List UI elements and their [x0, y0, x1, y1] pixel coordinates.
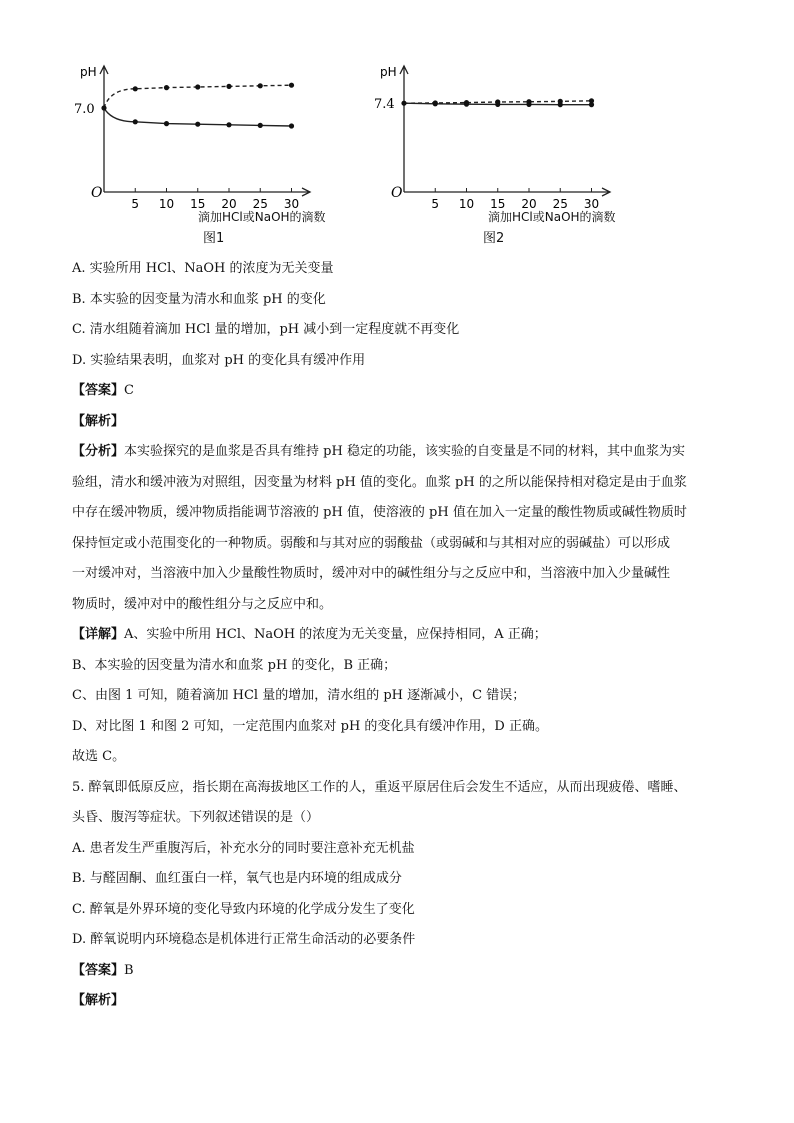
data-point — [164, 121, 169, 126]
q4-xiangjie-line: C、由图 1 可知，随着滴加 HCl 量的增加，清水组的 pH 逐渐减小，C 错误； — [72, 688, 526, 703]
q5-analysis-tag: 【解析】 — [72, 993, 125, 1008]
q4-fenxi-line: 保持恒定或小范围变化的一种物质。弱酸和与其对应的弱酸盐（或弱碱和与其相对应的弱碱盐）可以形成 — [72, 535, 671, 551]
data-point — [464, 102, 469, 107]
data-point — [289, 83, 294, 88]
y-tick-label: 7.0 — [74, 102, 95, 117]
q4-analysis-tag: 【解析】 — [72, 413, 125, 429]
figures-area — [60, 52, 680, 252]
q4-xiangjie-line: D、对比图 1 和图 2 可知，一定范围内血浆对 pH 的变化具有缓冲作用，D 正确。 — [72, 718, 548, 734]
x-tick-label: 5 — [431, 197, 440, 211]
y-axis-label: pH — [380, 65, 397, 79]
answer-tag: 【答案】 — [72, 383, 125, 398]
data-point — [495, 102, 500, 107]
figure-2-caption: 图2 — [483, 231, 505, 246]
data-point — [133, 119, 138, 124]
y-axis-label: pH — [80, 65, 97, 79]
data-point — [433, 101, 438, 106]
figure-2-xlabel: 滴加HCl或NaOH的滴数 — [488, 210, 616, 224]
data-point — [195, 84, 200, 89]
figure-2-chart — [360, 52, 620, 232]
data-point — [289, 123, 294, 128]
x-tick-label: 15 — [190, 197, 206, 211]
data-point — [195, 122, 200, 127]
x-tick-label: 15 — [490, 197, 506, 211]
figure-1-xlabel: 滴加HCl或NaOH的滴数 — [198, 210, 326, 224]
answer-tag: 【答案】 — [72, 962, 125, 978]
q4-xiangjie-line — [72, 620, 732, 651]
q4-option-a: A. 实验所用 HCl、NaOH 的浓度为无关变量 — [72, 261, 334, 276]
q4-fenxi-line: 中存在缓冲物质，缓冲物质指能调节溶液的 pH 值，使溶液的 pH 值在加入一定量的酸性物质或碱性物质时 — [72, 505, 687, 520]
data-point — [558, 102, 563, 107]
data-point — [226, 84, 231, 89]
q5-stem-line: 5. 醉氧即低原反应，指长期在高海拔地区工作的人，重返平原居住后会发生不适应，从而出现疲倦、嗜睡、 — [72, 779, 687, 795]
q4-fenxi-line: 一对缓冲对，当溶液中加入少量酸性物质时，缓冲对中的碱性组分与之反应中和，当溶液中加入少量碱性 — [72, 566, 671, 581]
x-tick-label: 25 — [252, 197, 268, 211]
data-point — [133, 86, 138, 91]
x-tick-label: 25 — [552, 197, 568, 211]
q5-option-b: B. 与醛固酮、血红蛋白一样，氧气也是内环境的组成成分 — [72, 871, 402, 886]
data-point — [258, 123, 263, 128]
y-tick-label: 7.4 — [374, 97, 395, 113]
q4-xiangjie-line: B、本实验的因变量为清水和血浆 pH 的变化，B 正确； — [72, 657, 397, 673]
data-point — [401, 101, 406, 106]
figure-1-caption: 图1 — [203, 231, 225, 246]
q4-fenxi-line: 验组，清水和缓冲液为对照组，因变量为材料 pH 值的变化。血浆 pH 的之所以能保持相对稳定是由于血浆 — [72, 474, 687, 490]
x-tick-label: 20 — [221, 197, 237, 211]
q4-conclusion: 故选 C。 — [72, 749, 126, 764]
xiangjie-tag: 【详解】 — [72, 627, 125, 642]
x-tick-label: 20 — [521, 197, 537, 211]
xiangjie-text: A、实验中所用 HCl、NaOH 的浓度为无关变量，应保持相同，A 正确； — [124, 627, 547, 642]
q4-fenxi-line: 物质时，缓冲对中的酸性组分与之反应中和。 — [72, 596, 333, 612]
q4-option-b: B. 本实验的因变量为清水和血浆 pH 的变化 — [72, 291, 326, 307]
fenxi-tag: 【分析】 — [72, 444, 125, 459]
q5-option-d: D. 醉氧说明内环境稳态是机体进行正常生命活动的必要条件 — [72, 932, 416, 947]
q5-answer — [72, 956, 732, 987]
x-tick-label: 10 — [158, 197, 175, 211]
x-tick-label: 30 — [283, 197, 300, 211]
q5-stem-line: 头昏、腹泻等症状。下列叙述错误的是（） — [72, 810, 320, 825]
document-body — [72, 254, 732, 1017]
q4-option-d: D. 实验结果表明，血浆对 pH 的变化具有缓冲作用 — [72, 352, 366, 368]
answer-value: C — [124, 383, 134, 398]
x-tick-label: 30 — [583, 197, 600, 211]
q5-option-c: C. 醉氧是外界环境的变化导致内环境的化学成分发生了变化 — [72, 901, 415, 917]
q4-option-c: C. 清水组随着滴加 HCl 量的增加，pH 减小到一定程度就不再变化 — [72, 322, 460, 337]
answer-value: B — [124, 962, 134, 978]
origin-label: O — [391, 185, 403, 201]
q4-answer — [72, 376, 732, 407]
x-tick-label: 5 — [131, 197, 140, 211]
data-point — [164, 85, 169, 90]
data-point — [258, 83, 263, 88]
data-point — [226, 122, 231, 127]
q5-option-a: A. 患者发生严重腹泻后，补充水分的同时要注意补充无机盐 — [72, 840, 415, 856]
q4-fenxi-line — [72, 437, 732, 468]
figure-1-chart — [60, 52, 320, 232]
fenxi-text: 本实验探究的是血浆是否具有维持 pH 稳定的功能，该实验的自变量是不同的材料，其中血浆为实 — [124, 444, 685, 459]
origin-label: O — [91, 185, 103, 201]
x-tick-label: 10 — [458, 197, 475, 211]
data-point — [526, 102, 531, 107]
data-point — [589, 102, 594, 107]
data-point — [101, 105, 106, 110]
